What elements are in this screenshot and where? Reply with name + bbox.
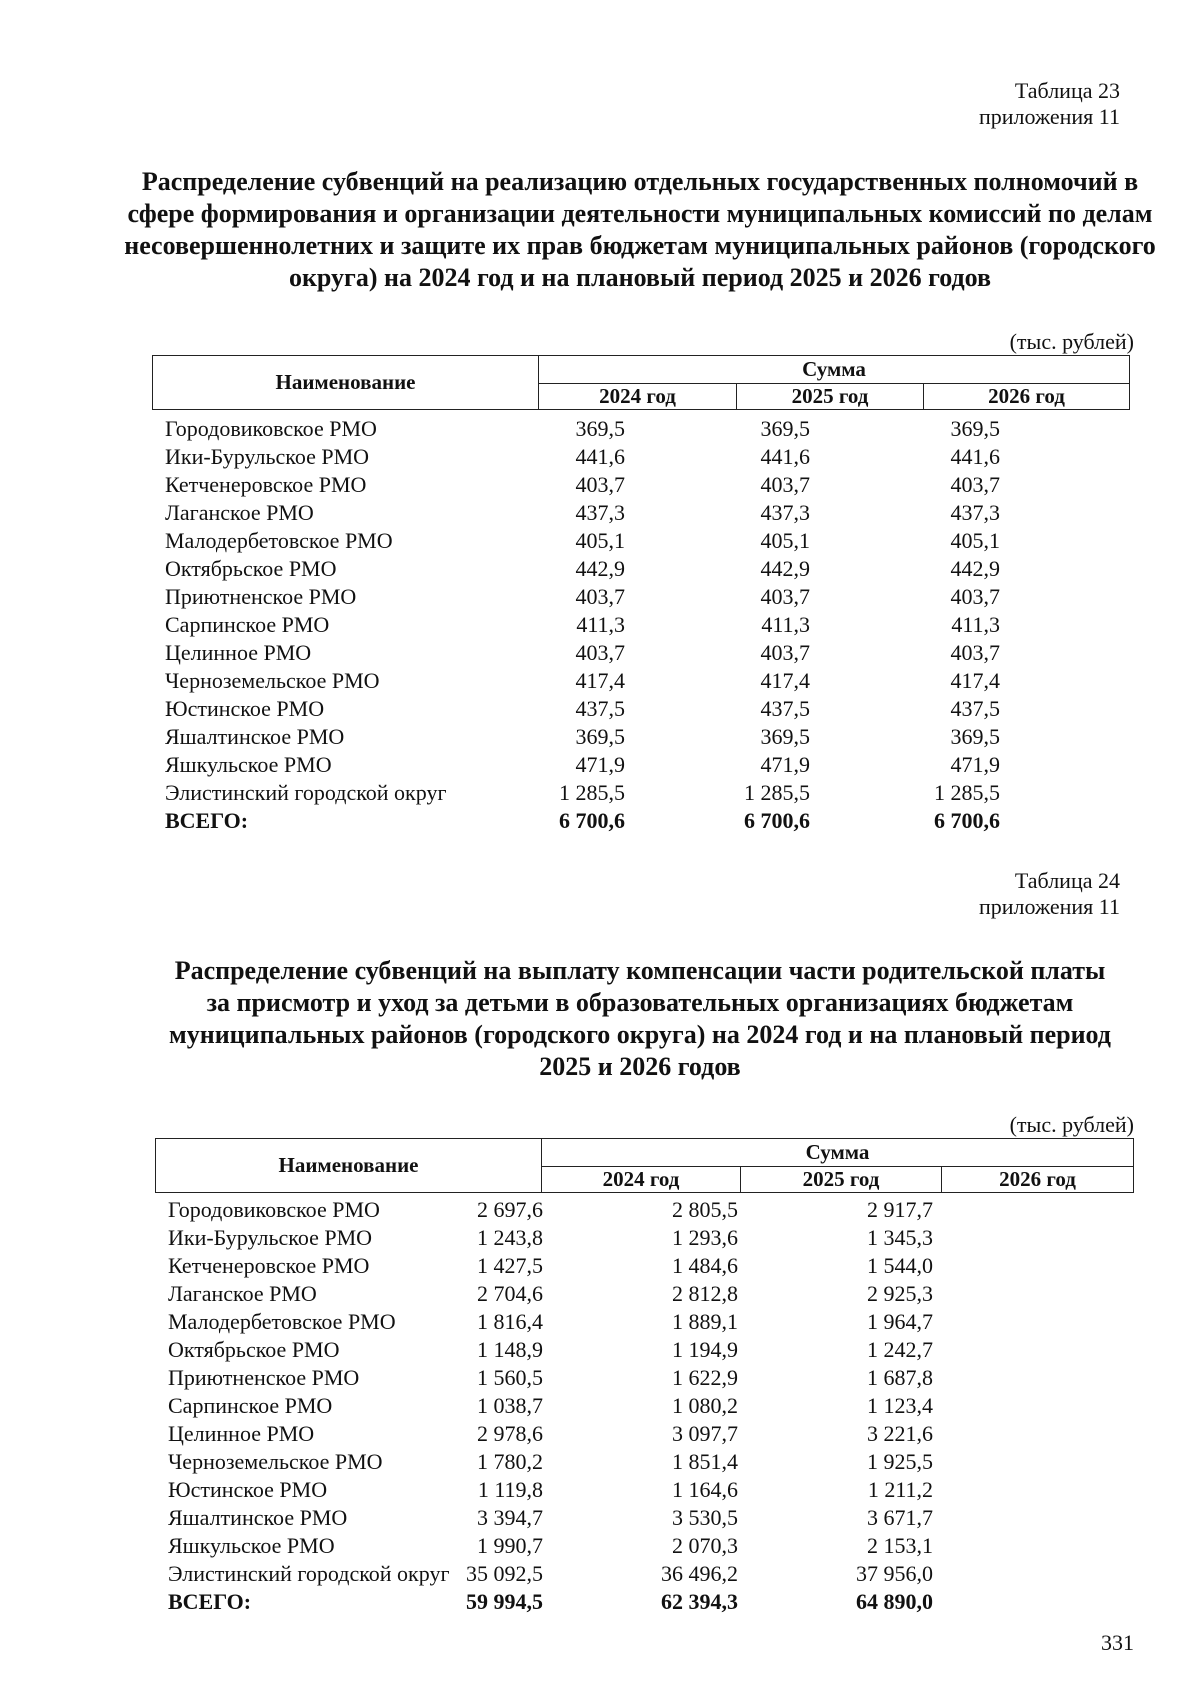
row-name: Приютненское РМО — [168, 1365, 360, 1390]
value-2025: 6 700,6 — [744, 808, 810, 833]
table-23-body — [165, 415, 1095, 835]
row-name: Приютненское РМО — [165, 584, 357, 609]
value-2026: 441,6 — [950, 444, 1000, 469]
row-name: Юстинское РМО — [165, 696, 325, 721]
row-name: Лаганское РМО — [168, 1281, 317, 1306]
table-row — [165, 667, 1095, 695]
value-2024: 369,5 — [575, 416, 625, 441]
value-2025: 1 293,6 — [672, 1225, 738, 1250]
value-2024: 1 780,2 — [477, 1449, 543, 1474]
table-row — [168, 1532, 1098, 1560]
value-2025: 1 194,9 — [672, 1337, 738, 1362]
table-24-col-year: 2026 год — [942, 1167, 1134, 1193]
value-2026: 403,7 — [950, 584, 1000, 609]
value-2025: 36 496,2 — [661, 1561, 738, 1586]
value-2024: 411,3 — [576, 612, 625, 637]
value-2026: 437,3 — [950, 500, 1000, 525]
value-2024: 403,7 — [575, 472, 625, 497]
table-row — [165, 639, 1095, 667]
value-2024: 405,1 — [575, 528, 625, 553]
value-2024: 35 092,5 — [466, 1561, 543, 1586]
row-name: Юстинское РМО — [168, 1477, 328, 1502]
table-row — [168, 1504, 1098, 1532]
table-24-col-name: Наименование — [156, 1139, 542, 1193]
value-2026: 369,5 — [950, 416, 1000, 441]
value-2025: 3 530,5 — [672, 1505, 738, 1530]
value-2024: 59 994,5 — [466, 1589, 543, 1614]
table-24-unit: (тыс. рублей) — [1009, 1112, 1134, 1137]
table-23-col-name: Наименование — [153, 356, 539, 410]
table-24-col-year: 2025 год — [741, 1167, 942, 1193]
value-2026: 2 917,7 — [867, 1197, 933, 1222]
value-2025: 403,7 — [760, 472, 810, 497]
table-row — [165, 415, 1095, 443]
value-2024: 1 816,4 — [477, 1309, 543, 1334]
row-name: Целинное РМО — [165, 640, 312, 665]
value-2025: 417,4 — [760, 668, 810, 693]
table-row — [165, 471, 1095, 499]
value-2025: 471,9 — [760, 752, 810, 777]
value-2026: 1 285,5 — [934, 780, 1000, 805]
value-2026: 3 221,6 — [867, 1421, 933, 1446]
value-2026: 405,1 — [950, 528, 1000, 553]
value-2025: 1 889,1 — [672, 1309, 738, 1334]
table-24-ref-line1: Таблица 24 — [1014, 868, 1120, 893]
value-2024: 403,7 — [575, 640, 625, 665]
table-row — [168, 1392, 1098, 1420]
value-2025: 2 805,5 — [672, 1197, 738, 1222]
value-2024: 369,5 — [575, 724, 625, 749]
row-name: Октябрьское РМО — [165, 556, 337, 581]
value-2026: 437,5 — [950, 696, 1000, 721]
total-row — [168, 1588, 1098, 1616]
value-2026: 1 687,8 — [867, 1365, 933, 1390]
table-23-col-year: 2025 год — [737, 384, 924, 410]
total-label: ВСЕГО: — [165, 808, 249, 833]
table-row — [168, 1420, 1098, 1448]
table-row — [165, 611, 1095, 639]
value-2025: 411,3 — [761, 612, 810, 637]
value-2025: 1 851,4 — [672, 1449, 738, 1474]
table-row — [165, 583, 1095, 611]
total-row — [165, 807, 1095, 835]
value-2025: 403,7 — [760, 640, 810, 665]
table-row — [165, 527, 1095, 555]
row-name: Яшалтинское РМО — [168, 1505, 348, 1530]
row-name: Городовиковское РМО — [165, 416, 377, 441]
row-name: Ики-Бурульское РМО — [168, 1225, 373, 1250]
value-2025: 437,5 — [760, 696, 810, 721]
table-24-reference — [979, 868, 1120, 920]
table-23-reference — [979, 78, 1120, 130]
table-row — [165, 723, 1095, 751]
value-2026: 3 671,7 — [867, 1505, 933, 1530]
table-24-title: Распределение субвенций на выплату компенсации части родительской платы за присмотр и уход за детьми в образовательных организациях бюджетам муниципальных районов (городского округа) на 2024 год и на плановый период 2025 и 2026 годов — [169, 956, 1111, 1081]
value-2025: 369,5 — [760, 416, 810, 441]
row-name: Ики-Бурульское РМО — [165, 444, 370, 469]
table-23-ref-line1: Таблица 23 — [1014, 78, 1120, 103]
value-2025: 1 484,6 — [672, 1253, 738, 1278]
table-24-ref-line2: приложения 11 — [978, 894, 1120, 919]
table-row — [168, 1224, 1098, 1252]
value-2024: 1 119,8 — [477, 1477, 543, 1502]
value-2026: 2 153,1 — [867, 1533, 933, 1558]
value-2024: 417,4 — [575, 668, 625, 693]
table-row — [165, 751, 1095, 779]
value-2026: 1 345,3 — [867, 1225, 933, 1250]
table-row — [168, 1196, 1098, 1224]
value-2024: 437,5 — [575, 696, 625, 721]
value-2024: 2 697,6 — [477, 1197, 543, 1222]
row-name: Черноземельское РМО — [168, 1449, 383, 1474]
table-row — [168, 1252, 1098, 1280]
value-2025: 1 622,9 — [672, 1365, 738, 1390]
table-24-col-sum: Сумма — [542, 1139, 1134, 1167]
value-2026: 6 700,6 — [934, 808, 1000, 833]
page-number: 331 — [1101, 1630, 1134, 1655]
value-2024: 3 394,7 — [477, 1505, 543, 1530]
table-row — [168, 1364, 1098, 1392]
row-name: Яшкульское РМО — [168, 1533, 335, 1558]
table-row — [165, 695, 1095, 723]
value-2026: 403,7 — [950, 640, 1000, 665]
value-2026: 37 956,0 — [856, 1561, 933, 1586]
table-24-header — [155, 1138, 1134, 1193]
table-23-col-sum: Сумма — [539, 356, 1130, 384]
value-2025: 437,3 — [760, 500, 810, 525]
row-name: Сарпинское РМО — [168, 1393, 333, 1418]
value-2026: 2 925,3 — [867, 1281, 933, 1306]
row-name: Лаганское РМО — [165, 500, 314, 525]
table-row — [165, 499, 1095, 527]
table-23-col-year: 2026 год — [924, 384, 1130, 410]
value-2024: 437,3 — [575, 500, 625, 525]
value-2025: 3 097,7 — [672, 1421, 738, 1446]
value-2026: 442,9 — [950, 556, 1000, 581]
table-row — [165, 779, 1095, 807]
value-2024: 1 038,7 — [477, 1393, 543, 1418]
value-2025: 403,7 — [760, 584, 810, 609]
row-name: Малодербетовское РМО — [168, 1309, 396, 1334]
value-2026: 403,7 — [950, 472, 1000, 497]
total-label: ВСЕГО: — [168, 1589, 252, 1614]
table-row — [168, 1476, 1098, 1504]
value-2026: 1 964,7 — [867, 1309, 933, 1334]
value-2024: 1 990,7 — [477, 1533, 543, 1558]
value-2026: 1 544,0 — [867, 1253, 933, 1278]
row-name: Малодербетовское РМО — [165, 528, 393, 553]
row-name: Яшкульское РМО — [165, 752, 332, 777]
value-2024: 1 243,8 — [477, 1225, 543, 1250]
row-name: Целинное РМО — [168, 1421, 315, 1446]
value-2026: 1 242,7 — [867, 1337, 933, 1362]
table-23-unit: (тыс. рублей) — [1009, 329, 1134, 354]
value-2025: 1 285,5 — [744, 780, 810, 805]
value-2024: 1 560,5 — [477, 1365, 543, 1390]
value-2024: 471,9 — [575, 752, 625, 777]
value-2026: 411,3 — [951, 612, 1000, 637]
value-2024: 441,6 — [575, 444, 625, 469]
table-row — [168, 1280, 1098, 1308]
value-2025: 62 394,3 — [661, 1589, 738, 1614]
table-24-body — [168, 1196, 1098, 1616]
table-23-title: Распределение субвенций на реализацию отдельных государственных полномочий в сфере формирования и организации деятельности муниципальных комиссий по делам несовершеннолетних и защите их прав бюджетам муниципальных районов (городского округа) на 2024 год и на плановый период 2025 и 2026 годов — [124, 167, 1156, 292]
row-name: Элистинский городской округ — [165, 780, 447, 805]
value-2025: 1 080,2 — [672, 1393, 738, 1418]
row-name: Черноземельское РМО — [165, 668, 380, 693]
value-2026: 369,5 — [950, 724, 1000, 749]
row-name: Элистинский городской округ — [168, 1561, 450, 1586]
table-row — [168, 1448, 1098, 1476]
value-2026: 1 123,4 — [867, 1393, 933, 1418]
value-2026: 1 925,5 — [867, 1449, 933, 1474]
table-row — [165, 555, 1095, 583]
table-23-ref-line2: приложения 11 — [978, 104, 1120, 129]
value-2024: 1 427,5 — [477, 1253, 543, 1278]
value-2025: 2 812,8 — [672, 1281, 738, 1306]
table-23-header — [152, 355, 1130, 410]
row-name: Городовиковское РМО — [168, 1197, 380, 1222]
table-row — [168, 1308, 1098, 1336]
value-2024: 403,7 — [575, 584, 625, 609]
table-row — [168, 1336, 1098, 1364]
row-name: Кетченеровское РМО — [165, 472, 367, 497]
value-2025: 441,6 — [760, 444, 810, 469]
table-row — [165, 443, 1095, 471]
value-2026: 1 211,2 — [867, 1477, 933, 1502]
row-name: Октябрьское РМО — [168, 1337, 340, 1362]
value-2024: 2 704,6 — [477, 1281, 543, 1306]
value-2025: 442,9 — [760, 556, 810, 581]
row-name: Сарпинское РМО — [165, 612, 330, 637]
table-23-col-year: 2024 год — [539, 384, 737, 410]
value-2024: 442,9 — [575, 556, 625, 581]
table-row — [168, 1560, 1098, 1588]
value-2025: 369,5 — [760, 724, 810, 749]
value-2024: 1 285,5 — [559, 780, 625, 805]
value-2026: 471,9 — [950, 752, 1000, 777]
row-name: Кетченеровское РМО — [168, 1253, 370, 1278]
value-2024: 6 700,6 — [559, 808, 625, 833]
value-2024: 2 978,6 — [477, 1421, 543, 1446]
value-2025: 1 164,6 — [672, 1477, 738, 1502]
value-2025: 405,1 — [760, 528, 810, 553]
value-2026: 64 890,0 — [856, 1589, 933, 1614]
row-name: Яшалтинское РМО — [165, 724, 345, 749]
value-2024: 1 148,9 — [477, 1337, 543, 1362]
value-2025: 2 070,3 — [672, 1533, 738, 1558]
table-24-col-year: 2024 год — [542, 1167, 741, 1193]
value-2026: 417,4 — [950, 668, 1000, 693]
